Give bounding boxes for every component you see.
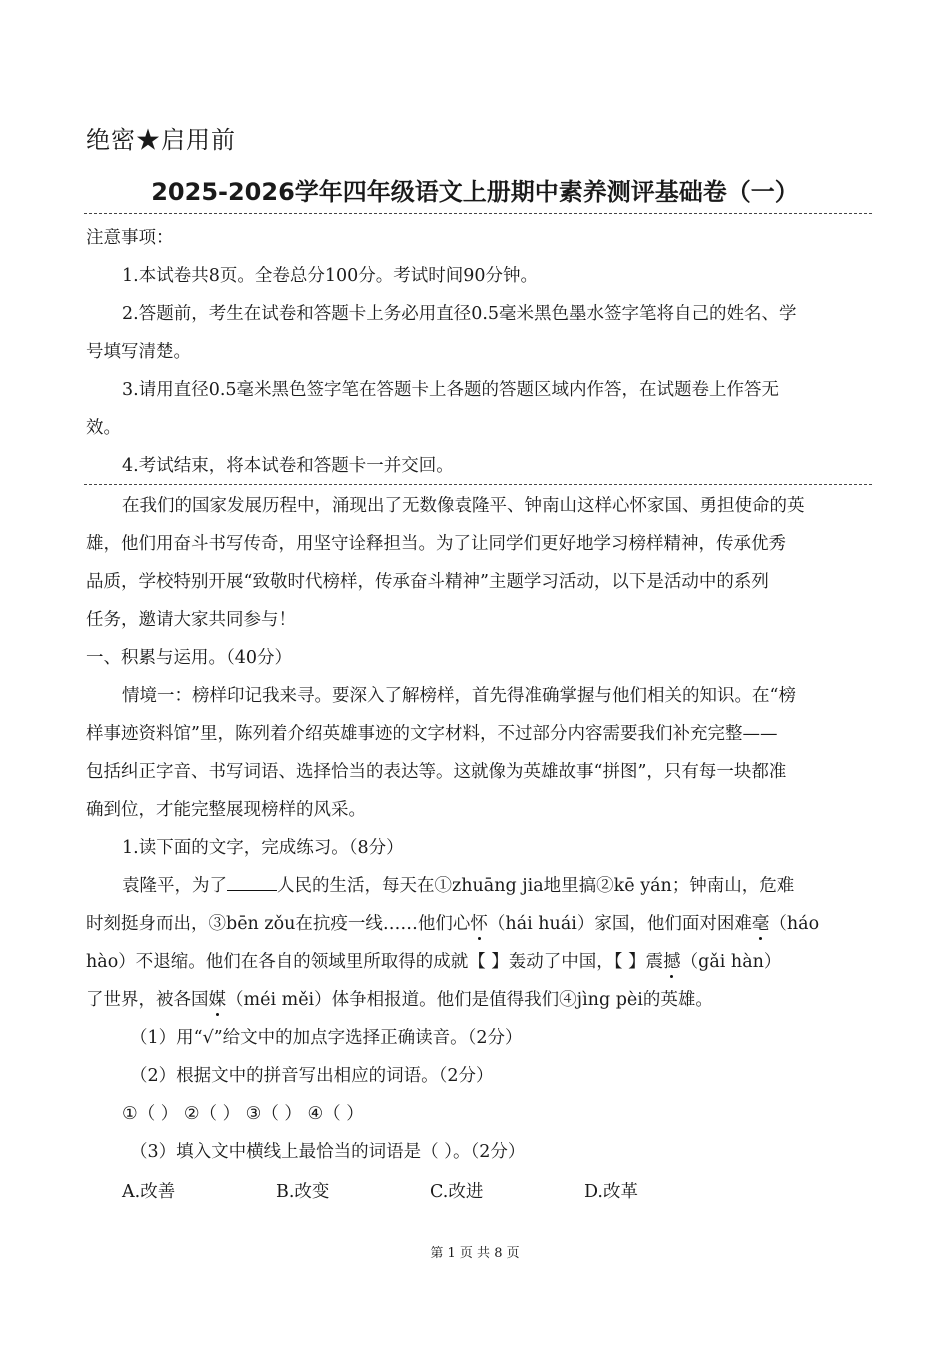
- passage-line1-b: 人民的生活，每天在①zhuāng jia地里搞②kē yán；钟南山，危难: [277, 876, 795, 896]
- passage-line1: [122, 874, 794, 898]
- subquestion-2-answers[interactable]: ①（ ） ②（ ） ③（ ） ④（ ）: [122, 1104, 364, 1124]
- passage-line4-b: （méi měi）体争相报道。他们是值得我们④jìng pèi的英雄。: [226, 990, 713, 1010]
- page-footer: 第 1 页 共 8 页: [430, 1246, 520, 1261]
- passage-line3-a: hào）不退缩。他们在各自的领域里所取得的成就【 】轰动了中国，【 】震: [86, 952, 664, 972]
- subquestion-1: （1）用“√”给文中的加点字选择正确读音。（2分）: [130, 1028, 523, 1048]
- passage-line3-b: （gǎi hàn）: [680, 952, 782, 972]
- dotted-char: 撼: [663, 952, 681, 972]
- context-line1: 情境一：榜样印记我来寻。要深入了解榜样，首先得准确掌握与他们相关的知识。在“榜: [122, 686, 796, 706]
- note-item-1: 1.本试卷共8页。全卷总分100分。考试时间90分钟。: [122, 266, 538, 286]
- context-line4: 确到位，才能完整展现榜样的风采。: [86, 800, 366, 820]
- intro-line1: 在我们的国家发展历程中，涌现出了无数像袁隆平、钟南山这样心怀家国、勇担使命的英: [122, 496, 805, 516]
- subquestion-2: （2）根据文中的拼音写出相应的词语。（2分）: [130, 1066, 494, 1086]
- option-a[interactable]: A.改善: [122, 1182, 176, 1202]
- context-line3: 包括纠正字音、书写词语、选择恰当的表达等。这就像为英雄故事“拼图”，只有每一块都准: [86, 762, 787, 782]
- fill-blank[interactable]: [227, 874, 277, 891]
- dotted-char: 怀: [470, 914, 488, 934]
- question1-stem: 1.读下面的文字，完成练习。（8分）: [122, 838, 404, 858]
- passage-line3: [86, 950, 781, 974]
- secret-label: 绝密★启用前: [86, 126, 236, 154]
- note-item-3-line1: 3.请用直径0.5毫米黑色签字笔在答题卡上各题的答题区域内作答，在试题卷上作答无: [122, 380, 780, 400]
- option-b[interactable]: B.改变: [276, 1182, 330, 1202]
- note-item-2-line2: 号填写清楚。: [86, 342, 191, 362]
- passage-line4: [86, 988, 713, 1012]
- option-c[interactable]: C.改进: [430, 1182, 484, 1202]
- passage-line2: [86, 912, 819, 936]
- intro-line2: 雄，他们用奋斗书写传奇，用坚守诠释担当。为了让同学们更好地学习榜样精神，传承优秀: [86, 534, 786, 554]
- divider-top: [84, 213, 872, 214]
- dotted-char: 毫: [751, 914, 770, 934]
- passage-line2-c: （háo: [769, 914, 820, 934]
- section1-heading: 一、积累与运用。（40分）: [86, 648, 293, 668]
- intro-line3: 品质，学校特别开展“致敬时代榜样，传承奋斗精神”主题学习活动，以下是活动中的系列: [86, 572, 769, 592]
- notes-heading: 注意事项：: [86, 228, 174, 248]
- dotted-char: 媒: [208, 990, 226, 1010]
- divider-bottom: [84, 484, 872, 485]
- passage-line1-a: 袁隆平，为了: [122, 876, 227, 896]
- passage-line2-b: （hái huái）家国，他们面对困难: [487, 914, 752, 934]
- note-item-4: 4.考试结束，将本试卷和答题卡一并交回。: [122, 456, 454, 476]
- subquestion-3: （3）填入文中横线上最恰当的词语是（ ）。（2分）: [130, 1142, 526, 1162]
- note-item-3-line2: 效。: [86, 418, 121, 438]
- context-line2: 样事迹资料馆”里，陈列着介绍英雄事迹的文字材料，不过部分内容需要我们补充完整——: [86, 724, 778, 744]
- option-d[interactable]: D.改革: [584, 1182, 638, 1202]
- page-title: 2025-2026学年四年级语文上册期中素养测评基础卷（一）: [151, 178, 799, 206]
- passage-line2-a: 时刻挺身而出，③bēn zǒu在抗疫一线……他们心: [86, 914, 471, 934]
- intro-line4: 任务，邀请大家共同参与！: [86, 610, 296, 630]
- passage-line4-a: 了世界，被各国: [86, 990, 209, 1010]
- note-item-2-line1: 2.答题前，考生在试卷和答题卡上务必用直径0.5毫米黑色墨水签字笔将自己的姓名、学: [122, 304, 797, 324]
